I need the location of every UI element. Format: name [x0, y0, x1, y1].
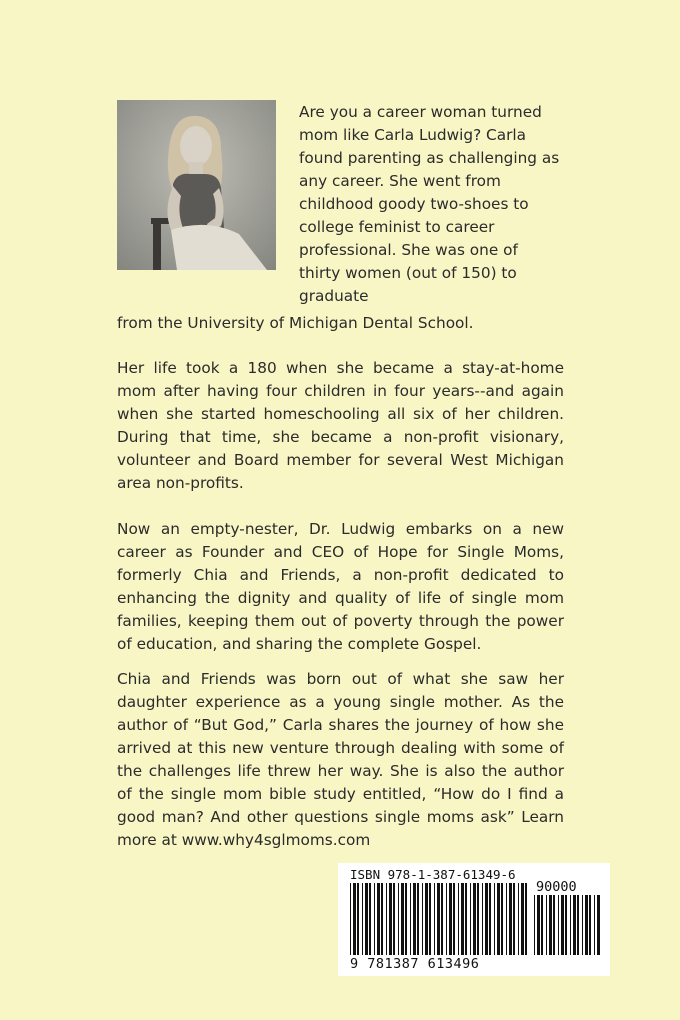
- bio-paragraph-career-change: Her life took a 180 when she became a stay-at-home mom after having four children in four years--and again when she started homeschooling all six of her children. During that time, she became a non-profit visionary, volunteer and Board member for several West Michigan area non-profits.: [117, 359, 564, 492]
- bio-paragraph-hope-for-single-moms: Now an empty-nester, Dr. Ludwig embarks on a new career as Founder and CEO of Hope for Single Moms, formerly Chia and Friends, a non-profit dedicated to enhancing the dignity and quality of life of single mom families, keeping them out of poverty through the power of education, and sharing the complete Gospel.: [117, 520, 564, 653]
- price-code: 90000: [536, 879, 577, 895]
- author-portrait-image: [117, 100, 276, 270]
- author-photo: [117, 100, 276, 270]
- ean-digits: 9 781387 613496: [350, 956, 480, 972]
- isbn-label: ISBN 978-1-387-61349-6: [350, 867, 516, 882]
- bio-paragraph-chia-and-friends: Chia and Friends was born out of what she saw her daughter experience as a young single mother. As the author of “But God,” Carla shares the journey of how she arrived at this new venture through dealing with some of the challenges life threw her way. She is also the author of the single mom bible study entitled, “How do I find a good man? And other questions single moms ask” Learn more at www.why4sglmoms.com: [117, 670, 564, 849]
- intro-text: Are you a career woman turned mom like Carla Ludwig? Carla found parenting as challenging as any career. She went from childhood goody two-shoes to college feminist to career professional. She was one of thirty women (out of 150) to graduate: [299, 103, 560, 305]
- continuation-paragraph: from the University of Michigan Dental School.: [117, 314, 474, 332]
- isbn-barcode: [338, 863, 610, 976]
